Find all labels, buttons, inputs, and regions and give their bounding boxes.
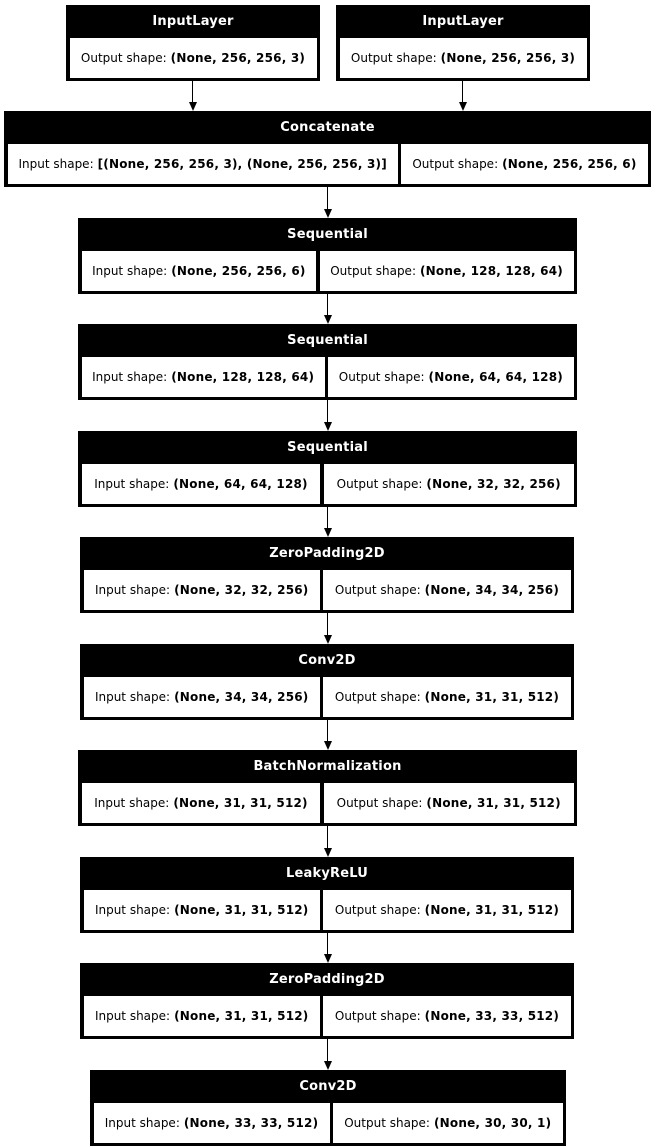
node-title: Sequential: [287, 333, 368, 348]
arrow-down-icon: [323, 933, 332, 963]
shape-value: [(None, 256, 256, 3), (None, 256, 256, 3)]: [97, 156, 387, 171]
node-zeropadding2d-2: [80, 963, 574, 1039]
shape-label: Input shape:: [94, 1008, 171, 1023]
node-batchnormalization: [78, 750, 577, 826]
input-shape-cell: [84, 570, 320, 610]
node-title: InputLayer: [152, 14, 234, 29]
output-shape-cell: [324, 464, 574, 504]
shape-value: (None, 31, 31, 512): [174, 902, 309, 917]
node-shape-row: [80, 570, 574, 613]
input-shape-cell: [8, 144, 398, 184]
shape-value: (None, 34, 34, 256): [424, 582, 560, 597]
node-shape-row: [78, 251, 577, 294]
node-sequential-3: [78, 431, 577, 507]
shape-value: (None, 128, 128, 64): [171, 369, 315, 384]
shape-label: Output shape:: [344, 1115, 430, 1130]
output-shape-cell: [333, 1103, 563, 1143]
input-shape-cell: [84, 996, 320, 1036]
node-title: Conv2D: [298, 653, 356, 668]
output-shape-cell: [323, 996, 570, 1036]
shape-label: Output shape:: [80, 50, 167, 65]
output-shape-cell: [324, 783, 574, 823]
shape-label: Input shape:: [94, 476, 170, 491]
output-shape-cell: [328, 357, 573, 397]
shape-value: (None, 31, 31, 512): [174, 1008, 309, 1023]
shape-value: (None, 34, 34, 256): [174, 689, 309, 704]
arrow-down-icon: [323, 720, 332, 750]
shape-value: (None, 64, 64, 128): [428, 369, 563, 384]
shape-value: (None, 32, 32, 256): [174, 582, 309, 597]
node-sequential-1: [78, 218, 577, 294]
shape-label: Input shape:: [92, 263, 168, 278]
shape-label: Output shape:: [334, 582, 421, 597]
arrow-down-icon: [323, 1039, 332, 1070]
shape-label: Output shape:: [336, 795, 423, 810]
node-conv2d-2: [90, 1070, 566, 1146]
shape-label: Output shape:: [334, 902, 421, 917]
arrow-down-icon: [323, 613, 332, 644]
shape-label: Output shape:: [330, 263, 416, 278]
shape-label: Output shape:: [336, 476, 423, 491]
node-leakyrelu: [80, 857, 574, 933]
node-title: BatchNormalization: [253, 759, 402, 774]
shape-label: Input shape:: [104, 1115, 180, 1130]
node-title: ZeroPadding2D: [269, 546, 385, 561]
shape-value: (None, 30, 30, 1): [433, 1115, 552, 1130]
node-shape-row: [336, 38, 590, 81]
output-shape-cell: [323, 890, 570, 930]
shape-value: (None, 33, 33, 512): [183, 1115, 319, 1130]
shape-label: Input shape:: [92, 369, 168, 384]
input-shape-cell: [82, 357, 325, 397]
node-zeropadding2d-1: [80, 537, 574, 613]
node-shape-row: [90, 1103, 566, 1146]
input-shape-cell: [82, 464, 321, 504]
output-shape-cell: [323, 570, 570, 610]
input-shape-cell: [82, 783, 321, 823]
shape-value: (None, 31, 31, 512): [424, 689, 560, 704]
shape-label: Output shape:: [350, 50, 437, 65]
arrow-down-icon: [323, 294, 332, 324]
node-inputlayer-2: [336, 5, 590, 81]
shape-value: (None, 31, 31, 512): [173, 795, 308, 810]
shape-label: Output shape:: [338, 369, 425, 384]
arrow-down-icon: [323, 826, 332, 857]
shape-label: Output shape:: [334, 689, 421, 704]
node-conv2d-1: [80, 644, 574, 720]
shape-value: (None, 64, 64, 128): [173, 476, 308, 491]
node-sequential-2: [78, 324, 577, 400]
node-title: ZeroPadding2D: [269, 972, 385, 987]
node-title: InputLayer: [422, 14, 504, 29]
input-shape-cell: [84, 890, 320, 930]
arrow-down-icon: [323, 400, 332, 431]
node-title: Concatenate: [280, 120, 375, 135]
shape-value: (None, 31, 31, 512): [424, 902, 560, 917]
shape-value: (None, 256, 256, 6): [502, 156, 637, 171]
node-shape-row: [80, 996, 574, 1039]
output-shape-cell: [401, 144, 647, 184]
node-shape-row: [66, 38, 320, 81]
shape-label: Input shape:: [18, 156, 94, 171]
shape-label: Input shape:: [94, 902, 171, 917]
node-title: Conv2D: [299, 1079, 357, 1094]
shape-value: (None, 32, 32, 256): [426, 476, 561, 491]
input-shape-cell: [82, 251, 317, 291]
node-inputlayer-1: [66, 5, 320, 81]
output-shape-cell: [323, 677, 570, 717]
shape-value: (None, 256, 256, 3): [440, 50, 576, 65]
shape-label: Input shape:: [94, 582, 171, 597]
shape-label: Input shape:: [94, 689, 171, 704]
input-shape-cell: [84, 677, 320, 717]
shape-value: (None, 128, 128, 64): [420, 263, 563, 278]
shape-value: (None, 33, 33, 512): [424, 1008, 560, 1023]
node-title: Sequential: [287, 227, 368, 242]
output-shape-cell: [340, 38, 587, 78]
shape-label: Input shape:: [94, 795, 170, 810]
output-shape-cell: [320, 251, 574, 291]
arrow-down-icon: [323, 507, 332, 537]
shape-label: Output shape:: [334, 1008, 421, 1023]
arrow-down-icon: [323, 187, 332, 218]
node-shape-row: [78, 783, 577, 826]
node-shape-row: [78, 464, 577, 507]
arrow-down-icon: [188, 81, 197, 111]
shape-value: (None, 256, 256, 3): [170, 50, 306, 65]
shape-label: Output shape:: [412, 156, 499, 171]
node-title: Sequential: [287, 440, 368, 455]
arrow-down-icon: [458, 81, 467, 111]
node-shape-row: [80, 890, 574, 933]
shape-value: (None, 256, 256, 6): [171, 263, 306, 278]
node-shape-row: [78, 357, 577, 400]
node-shape-row: [80, 677, 574, 720]
input-shape-cell: [94, 1103, 330, 1143]
node-concatenate: [4, 111, 651, 187]
node-title: LeakyReLU: [286, 866, 368, 881]
shape-value: (None, 31, 31, 512): [426, 795, 561, 810]
node-shape-row: [4, 144, 651, 187]
output-shape-cell: [70, 38, 317, 78]
